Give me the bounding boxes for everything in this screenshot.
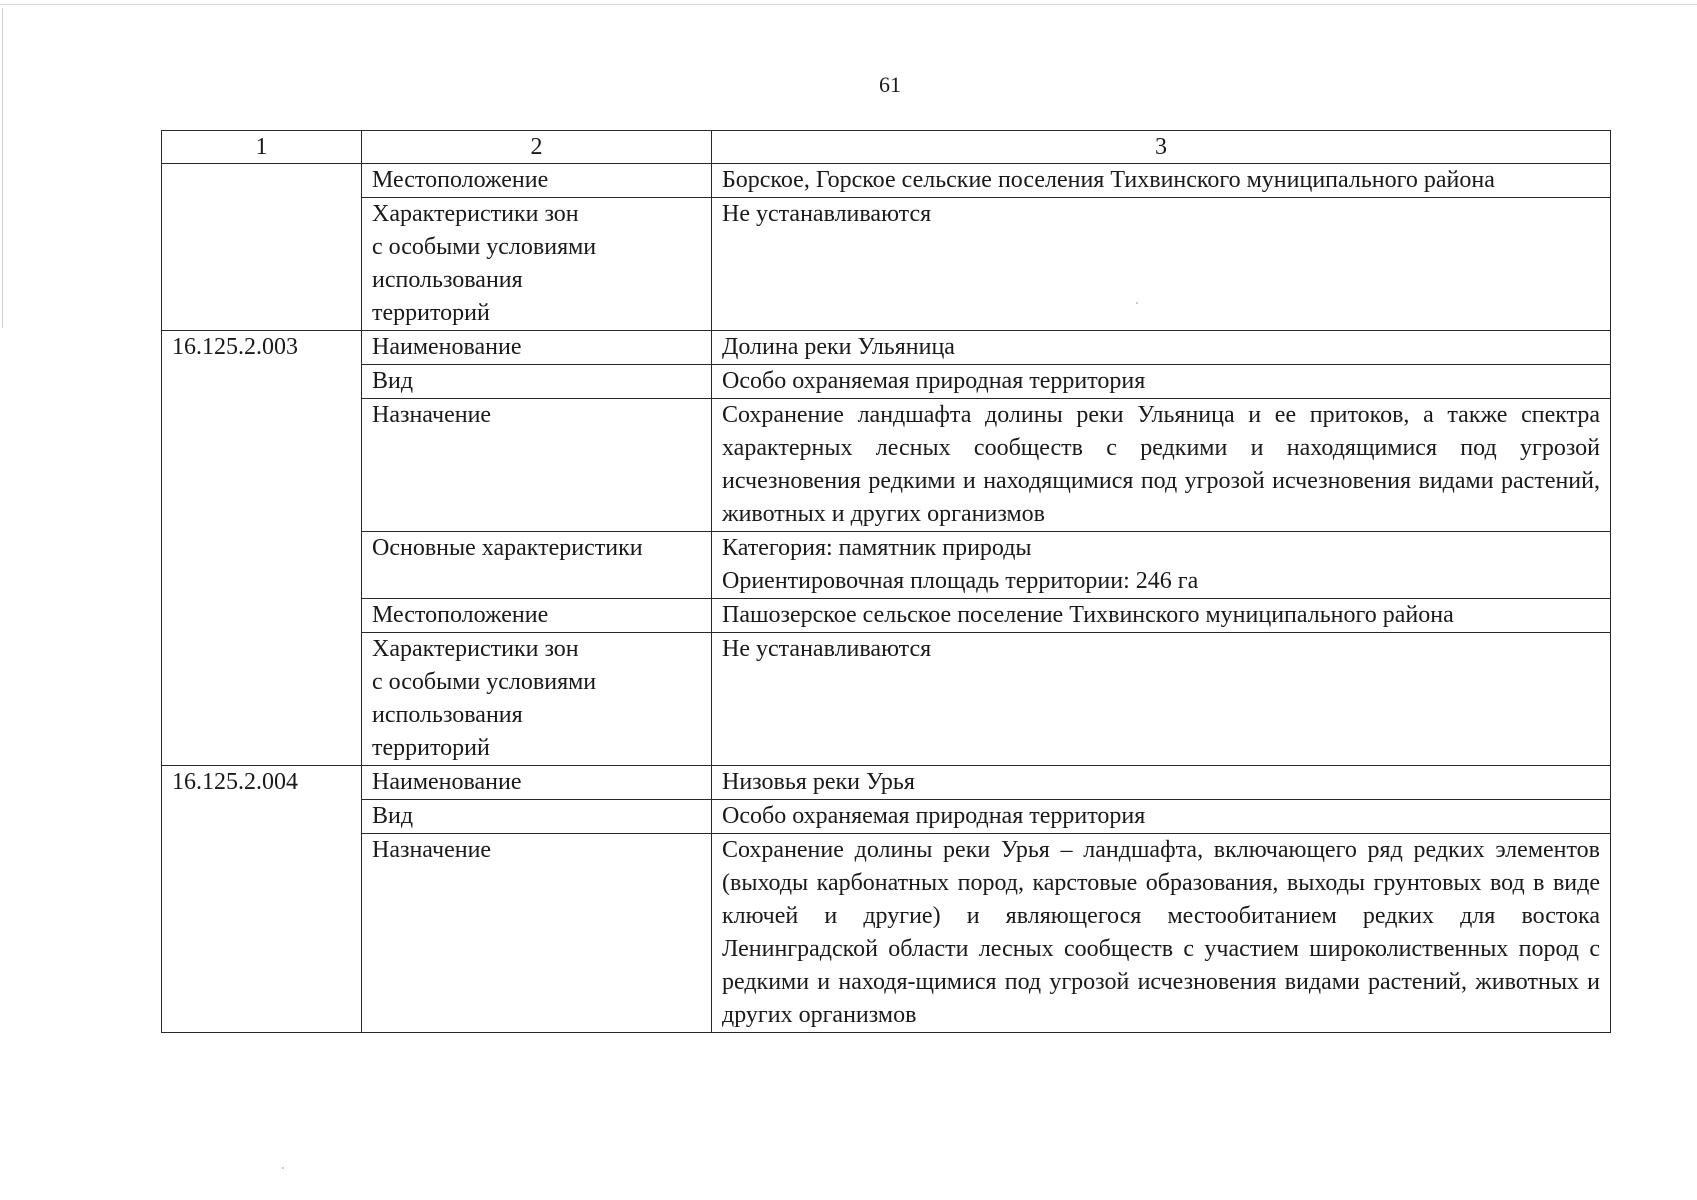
page-number: 61 — [879, 72, 901, 97]
attribute-label: Местоположение — [362, 599, 712, 633]
object-code-cell: 16.125.2.003 — [162, 331, 362, 766]
column-header-3: 3 — [712, 131, 1611, 164]
attribute-value: Низовья реки Урья — [712, 766, 1611, 800]
attribute-label: Основные характеристики — [362, 532, 712, 599]
attribute-value: Борское, Горское сельские поселения Тихвинского муниципального района — [712, 164, 1611, 198]
attribute-label: Вид — [362, 800, 712, 834]
attribute-label: Местоположение — [362, 164, 712, 198]
attribute-value: Не устанавливаются — [712, 198, 1611, 331]
attribute-label: Наименование — [362, 331, 712, 365]
attribute-label: Характеристики зон с особыми условиями использования территорий — [362, 633, 712, 766]
table-row — [162, 834, 1611, 1033]
attribute-value: Пашозерское сельское поселение Тихвинского муниципального района — [712, 599, 1611, 633]
object-code-cell — [162, 164, 362, 331]
register-table — [161, 130, 1611, 1033]
attribute-value: Долина реки Ульяница — [712, 331, 1611, 365]
scan-speck — [282, 1167, 284, 1169]
attribute-value: Сохранение долины реки Урья – ландшафта, включающего ряд редких элементов (выходы карбонатных пород, карстовые образования, выходы грунтовых вод в виде ключей и другие) и являющегося местообитанием редких для востока Ленинградской области лесных сообществ с участием широколиственных пород с редкими и находя-щимися под угрозой исчезновения видами растений, животных и других организмов — [712, 834, 1611, 1033]
table-row — [162, 399, 1611, 532]
attribute-value: Особо охраняемая природная территория — [712, 365, 1611, 399]
table-row — [162, 766, 1611, 800]
attribute-label: Назначение — [362, 834, 712, 1033]
table-row — [162, 800, 1611, 834]
scan-edge-left — [2, 8, 3, 328]
column-header-2: 2 — [362, 131, 712, 164]
table-row — [162, 164, 1611, 198]
object-code-cell: 16.125.2.004 — [162, 766, 362, 1033]
attribute-label: Наименование — [362, 766, 712, 800]
scan-edge-top — [0, 4, 1697, 5]
table-row — [162, 331, 1611, 365]
attribute-label: Характеристики зон с особыми условиями использования территорий — [362, 198, 712, 331]
table-row — [162, 633, 1611, 766]
column-header-1: 1 — [162, 131, 362, 164]
attribute-label: Вид — [362, 365, 712, 399]
attribute-value: Категория: памятник природы Ориентировочная площадь территории: 246 га — [712, 532, 1611, 599]
table-row — [162, 365, 1611, 399]
attribute-label: Назначение — [362, 399, 712, 532]
scan-speck — [1136, 302, 1138, 304]
table-row — [162, 532, 1611, 599]
table-row — [162, 599, 1611, 633]
attribute-value: Особо охраняемая природная территория — [712, 800, 1611, 834]
table-row — [162, 198, 1611, 331]
table-header-row — [162, 131, 1611, 164]
attribute-value: Не устанавливаются — [712, 633, 1611, 766]
attribute-value: Сохранение ландшафта долины реки Ульяница и ее притоков, а также спектра характерных лесных сообществ с редкими и находящимися под угрозой исчезновения редкими и находящимися под угрозой исчезновения видами растений, животных и других организмов — [712, 399, 1611, 532]
